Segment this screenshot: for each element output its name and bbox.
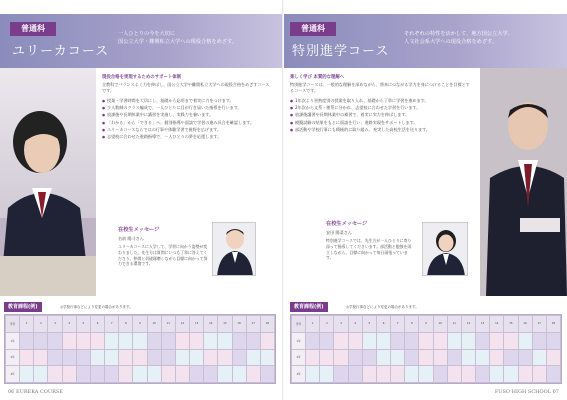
table-header-row: 学年 1 2 3 4 5 6 7 8 9 10 11 12 13 14 15 16 17 18: [292, 316, 561, 333]
student-name: 名前 陽斗さん: [118, 236, 144, 241]
course-title: 特別進学コース: [292, 44, 390, 59]
table-header-row: 学年 1 2 3 4 5 6 7 8 9 10 11 12 13 14 15 16 17 18: [6, 316, 275, 333]
intro-text: 全教科でバランスよく力を伸ばし、国公立大学や難関私立大学への現役合格をめざすコースです。: [102, 82, 270, 94]
message-text: ユリーカコースに入学して、学習に向かう姿勢が変わりました。先生方は質問にいつも丁寧に答えてくださり、仲間と切磋琢磨しながら目標に向かって努力できる環境です。: [118, 244, 208, 267]
page-folio: 06 EUREKA COURSE: [8, 389, 63, 395]
right-page: [284, 0, 567, 400]
catch-copy: 一人ひとりの今を大切に 国公立大学・難関私立大学への現役合格をめざす。: [118, 31, 237, 45]
feature-item: ● 放課後や長期休業中に講習を実施し、実践力を養います。: [102, 112, 274, 118]
feature-item: ● 部活動や学校行事にも積極的に取り組み、充実した高校生活を送ります。: [290, 127, 476, 133]
feature-item: ● 「わかる」から「できる」へ。個別指導や面談で学習の進み具合を確認します。: [102, 120, 274, 126]
section-title: 現役合格を実現するためのサポート体制: [102, 75, 182, 80]
curriculum-table: [290, 314, 562, 384]
student-photo: [0, 68, 96, 296]
student-portrait: [422, 222, 468, 276]
student-illustration: [0, 68, 96, 296]
student-portrait: [212, 222, 256, 276]
curriculum-label: 教育課程(例): [290, 302, 328, 312]
table-row: 3年: [292, 366, 561, 383]
page-folio: FUSO HIGH SCHOOL 07: [494, 389, 559, 395]
feature-item: ● 1年次より習熟度別の授業を取り入れ、基礎から丁寧に学習を進めます。: [290, 98, 476, 104]
intro-text: 特別進学コースは、一般的な理解を深めながら、将来につながる学力を身につけることを目標とするコースです。: [290, 82, 470, 94]
message-heading: 在校生メッセージ: [118, 227, 160, 233]
feature-item: ● 模擬試験の結果をもとに面談を行い、進路実現をサポートします。: [290, 120, 476, 126]
portrait-illustration: [213, 223, 256, 276]
feature-item: ● 授業・学習時間を大切にし、基礎から応用まで着実に力をつけます。: [102, 98, 274, 104]
feature-item: ● 少人数制のクラス編成で、一人ひとりに目が行き届いた指導を行います。: [102, 105, 274, 111]
table-row: 2年: [292, 349, 561, 366]
feature-item: ● 志望校に合わせた進路指導で、一人ひとりの夢を応援します。: [102, 134, 274, 140]
left-page: [0, 0, 283, 400]
table-row: 1年: [6, 332, 275, 349]
message-text: 特別進学コースでは、先生方が一人ひとりに寄り添って指導してくださいます。部活動と勉強を両立しながら、目標に向かって毎日頑張っています。: [326, 238, 412, 261]
feature-list: [102, 98, 274, 141]
course-title: ユリーカコース: [12, 44, 110, 59]
portrait-illustration: [423, 223, 468, 276]
catch-copy: それぞれの特性を活かして、地方国公立大学、 人文社会系大学への現役合格をめざす。: [404, 31, 513, 45]
feature-list: [290, 98, 476, 134]
feature-item: ● 放課後講習や長期休業中の補習で、着実に実力を伸ばします。: [290, 112, 476, 118]
department-tag: 普通科: [290, 22, 336, 36]
curriculum-note: ◎学校行事などにより変更の場合があります。: [60, 305, 133, 309]
section-title: 楽しく学び 本質的な理解へ: [290, 75, 345, 80]
student-name: 安田 陽菜さん: [326, 230, 352, 235]
department-tag: 普通科: [10, 22, 56, 36]
feature-item: ● ユリーカコースならではの行事や体験学習で視野を広げます。: [102, 127, 274, 133]
curriculum-table: [4, 314, 276, 384]
curriculum-label: 教育課程(例): [4, 302, 42, 312]
feature-item: ● 2年次から文系・理系に分かれ、志望校に合わせた学習を行います。: [290, 105, 476, 111]
table-row: 3年: [6, 366, 275, 383]
student-photo: [480, 68, 567, 296]
student-illustration: [480, 68, 567, 296]
message-heading: 在校生メッセージ: [326, 221, 368, 227]
table-row: 1年: [292, 332, 561, 349]
table-row: 2年: [6, 349, 275, 366]
curriculum-note: ◎学校行事などにより変更の場合があります。: [346, 305, 419, 309]
